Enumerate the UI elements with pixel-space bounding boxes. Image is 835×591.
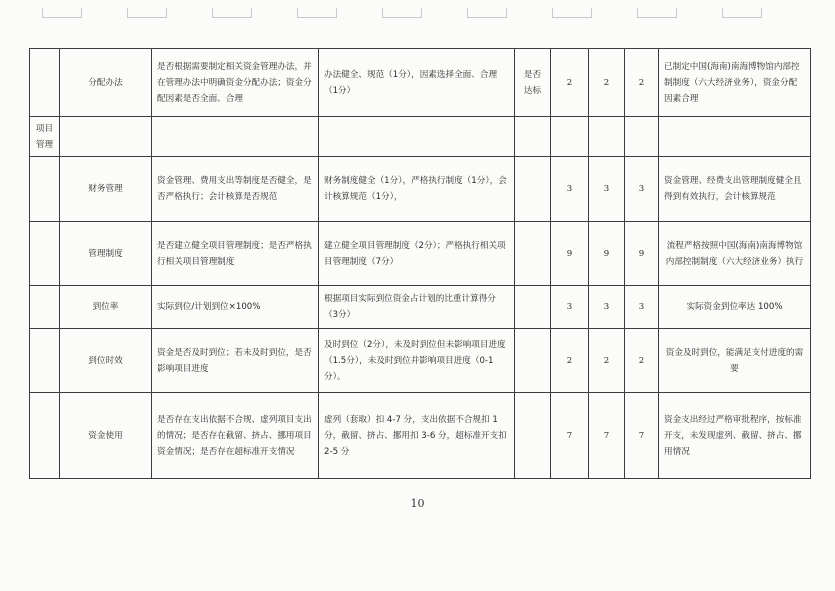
weight-cell: 3 (551, 157, 589, 222)
remark-cell: 流程严格按照中国(海南)南海博物馆内部控制制度（六大经济业务）执行 (659, 222, 811, 286)
actual-score-cell (625, 117, 659, 157)
evaluation-method-cell: 是否达标 (515, 49, 551, 117)
table-row (30, 49, 811, 117)
table-row (30, 329, 811, 393)
indicator-content-cell: 是否建立健全项目管理制度；是否严格执行相关项目管理制度 (152, 222, 319, 286)
scoring-standard-cell (319, 117, 515, 157)
scan-mark (382, 8, 422, 18)
level1-indicator-cell (30, 222, 60, 286)
indicator-content-cell (152, 117, 319, 157)
performance-indicator-table (29, 48, 811, 479)
indicator-content-cell: 实际到位/计划到位×100% (152, 286, 319, 329)
actual-score-cell: 3 (625, 157, 659, 222)
scan-mark (42, 8, 82, 18)
level2-indicator-cell (60, 117, 152, 157)
scoring-standard-cell: 根据项目实际到位资金占计划的比重计算得分（3分） (319, 286, 515, 329)
weight-cell: 9 (551, 222, 589, 286)
weight-cell: 3 (551, 286, 589, 329)
level2-indicator-cell: 管理制度 (60, 222, 152, 286)
scoring-standard-cell: 及时到位（2分），未及时到位但未影响项目进度（1.5分），未及时到位并影响项目进度（0-1分）。 (319, 329, 515, 393)
level1-indicator-cell (30, 157, 60, 222)
level2-indicator-cell: 到位率 (60, 286, 152, 329)
remark-cell: 已制定中国(海南)南海博物馆内部控制制度（六大经济业务），资金分配因素合理 (659, 49, 811, 117)
scan-mark (552, 8, 592, 18)
scan-mark (297, 8, 337, 18)
evaluation-method-cell (515, 329, 551, 393)
scoring-standard-cell: 虚列（套取）扣 4-7 分，支出依据不合规扣 1 分，截留、挤占、挪用扣 3-6 分，超标准开支扣 2-5 分 (319, 393, 515, 479)
evaluation-method-cell (515, 117, 551, 157)
expected-score-cell (589, 117, 625, 157)
expected-score-cell: 2 (589, 329, 625, 393)
remark-cell: 资金支出经过严格审批程序，按标准开支，未发现虚列、截留、挤占、挪用情况 (659, 393, 811, 479)
expected-score-cell: 2 (589, 49, 625, 117)
level2-indicator-cell: 分配办法 (60, 49, 152, 117)
scoring-standard-cell: 办法健全、规范（1分），因素选择全面、合理（1分） (319, 49, 515, 117)
table-row (30, 222, 811, 286)
evaluation-method-cell (515, 393, 551, 479)
level1-indicator-cell (30, 393, 60, 479)
level2-indicator-cell: 到位时效 (60, 329, 152, 393)
indicator-content-cell: 是否根据需要制定相关资金管理办法，并在管理办法中明确资金分配办法；资金分配因素是否全面、合理 (152, 49, 319, 117)
scan-mark (127, 8, 167, 18)
remark-cell: 资金管理、经费支出管理制度健全且得到有效执行，会计核算规范 (659, 157, 811, 222)
expected-score-cell: 9 (589, 222, 625, 286)
table-row (30, 286, 811, 329)
level1-indicator-cell (30, 329, 60, 393)
evaluation-method-cell (515, 286, 551, 329)
evaluation-method-cell (515, 157, 551, 222)
actual-score-cell: 2 (625, 49, 659, 117)
level1-indicator-cell (30, 286, 60, 329)
remark-cell: 实际资金到位率达 100% (659, 286, 811, 329)
weight-cell (551, 117, 589, 157)
weight-cell: 7 (551, 393, 589, 479)
expected-score-cell: 3 (589, 157, 625, 222)
actual-score-cell: 2 (625, 329, 659, 393)
scoring-standard-cell: 建立健全项目管理制度（2分）；严格执行相关项目管理制度（7分） (319, 222, 515, 286)
expected-score-cell: 3 (589, 286, 625, 329)
level2-indicator-cell: 资金使用 (60, 393, 152, 479)
indicator-content-cell: 资金管理、费用支出等制度是否健全，是否严格执行；会计核算是否规范 (152, 157, 319, 222)
indicator-content-cell: 资金是否及时到位；若未及时到位，是否影响项目进度 (152, 329, 319, 393)
scan-mark (467, 8, 507, 18)
table-row (30, 117, 811, 157)
table-row (30, 393, 811, 479)
scan-mark (722, 8, 762, 18)
indicator-content-cell: 是否存在支出依据不合规、虚列项目支出的情况；是否存在截留、挤占、挪用项目资金情况；是否存在超标准开支情况 (152, 393, 319, 479)
actual-score-cell: 7 (625, 393, 659, 479)
evaluation-method-cell (515, 222, 551, 286)
scan-mark (212, 8, 252, 18)
expected-score-cell: 7 (589, 393, 625, 479)
level1-indicator-cell: 项目管理 (30, 117, 60, 157)
actual-score-cell: 3 (625, 286, 659, 329)
weight-cell: 2 (551, 49, 589, 117)
remark-cell: 资金及时到位，能满足支付进度的需要 (659, 329, 811, 393)
page-number: 10 (410, 497, 425, 510)
weight-cell: 2 (551, 329, 589, 393)
actual-score-cell: 9 (625, 222, 659, 286)
level1-indicator-cell (30, 49, 60, 117)
level2-indicator-cell: 财务管理 (60, 157, 152, 222)
remark-cell (659, 117, 811, 157)
table-row (30, 157, 811, 222)
scan-marks (0, 8, 835, 18)
scoring-standard-cell: 财务制度健全（1分），严格执行制度（1分），会计核算规范（1分）， (319, 157, 515, 222)
scan-mark (637, 8, 677, 18)
